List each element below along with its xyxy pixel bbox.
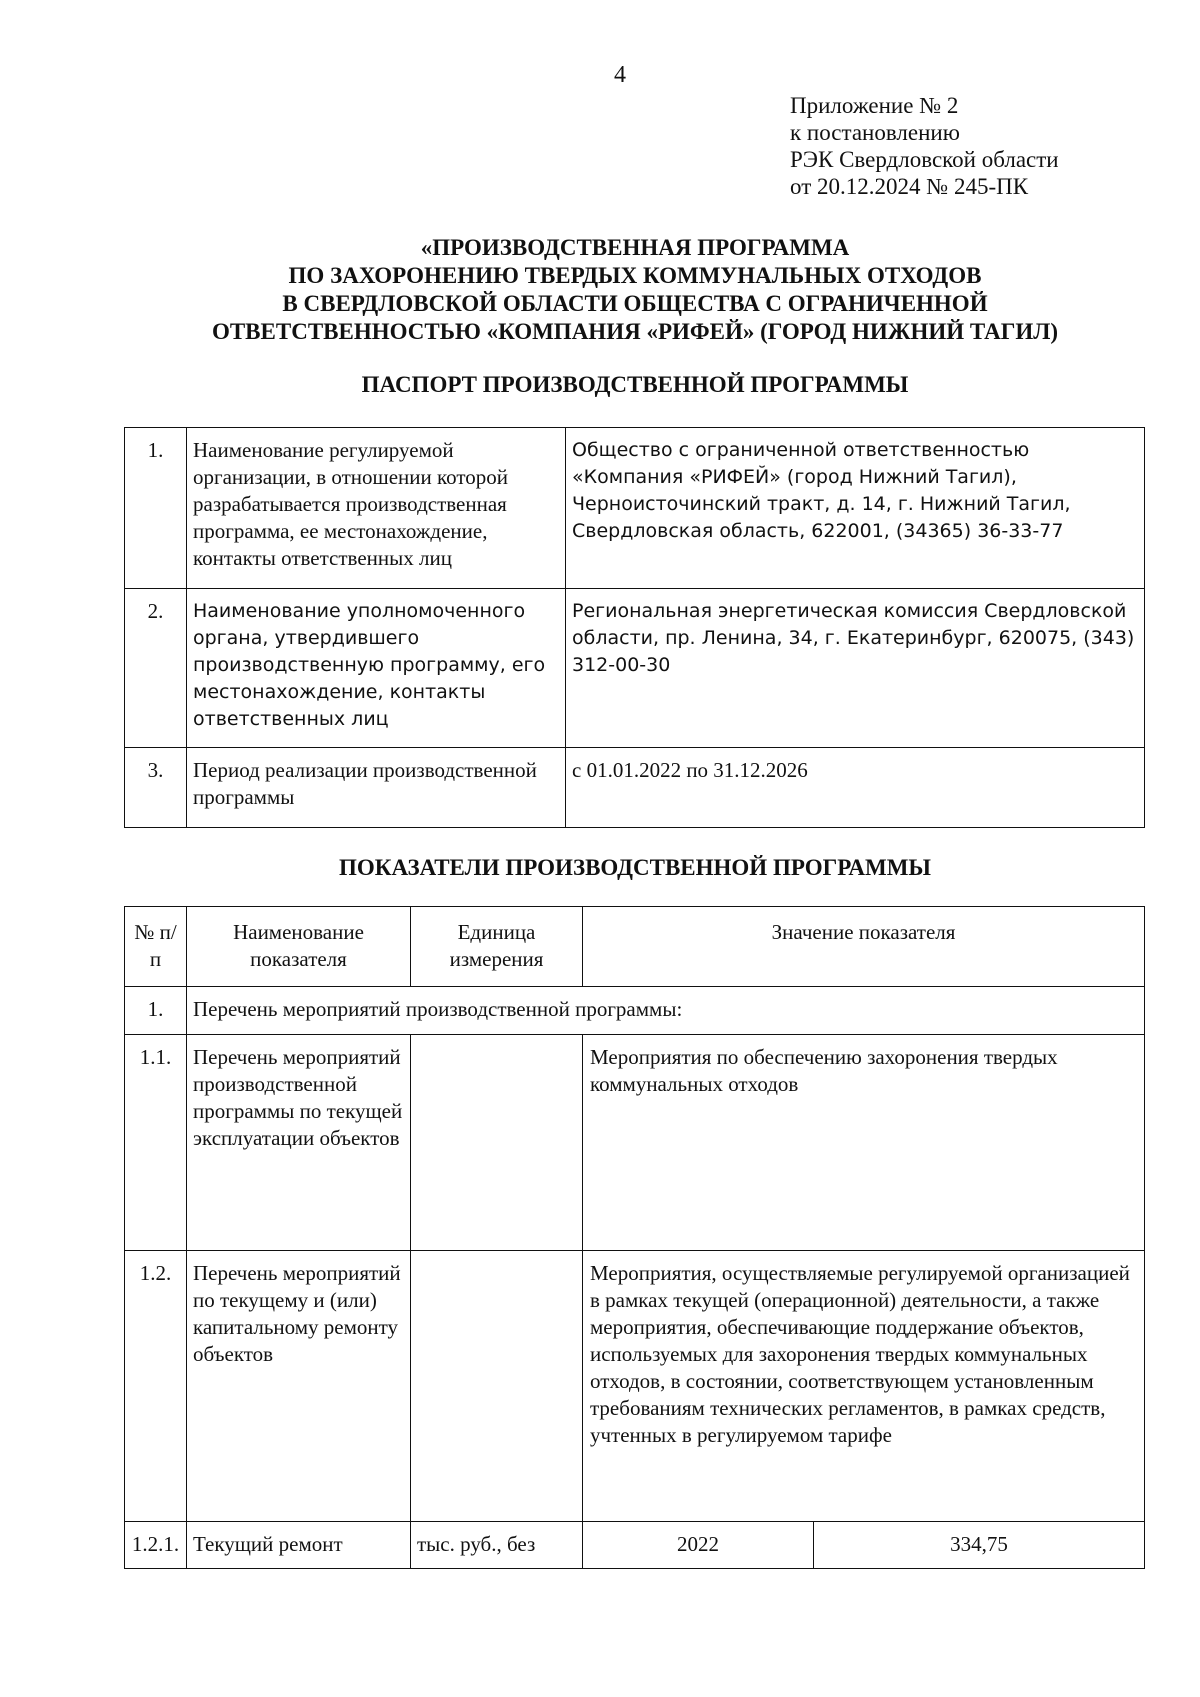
title-line: ПО ЗАХОРОНЕНИЮ ТВЕРДЫХ КОММУНАЛЬНЫХ ОТХОДОВ [288,263,982,288]
appendix-line: Приложение № 2 [790,93,959,118]
indicator-name: Перечень мероприятий производственной программы по текущей эксплуатации объектов [187,1035,411,1251]
parameter-name: Наименование регулируемой организации, в отношении которой разрабатывается производственная программа, ее местонахождение, контакты ответственных лиц [187,428,566,589]
indicator-name: Перечень мероприятий по текущему и (или) капитальному ремонту объектов [187,1251,411,1522]
section-label: Перечень мероприятий производственной программы: [187,987,1145,1035]
appendix-line: от 20.12.2024 № 245-ПК [790,174,1029,199]
row-number: 1. [125,428,187,589]
passport-heading: ПАСПОРТ ПРОИЗВОДСТВЕННОЙ ПРОГРАММЫ [361,372,909,397]
parameter-value: Региональная энергетическая комиссия Свердловской области, пр. Ленина, 34, г. Екатеринбург, 620075, (343) 312-00-30 [566,589,1145,748]
parameter-value: Общество с ограниченной ответственностью «Компания «РИФЕЙ» (город Нижний Тагил), Черноисточинский тракт, д. 14, г. Нижний Тагил, Свердловская область, 622001, (34365) 36-33-77 [566,428,1145,589]
header-number: № п/п [125,907,187,987]
table-row [125,428,1145,589]
row-number: 1.2.1. [125,1522,187,1569]
indicator-name: Текущий ремонт [187,1522,411,1569]
document-title [100,234,1170,346]
title-line: ОТВЕТСТВЕННОСТЬЮ «КОМПАНИЯ «РИФЕЙ» (ГОРОД НИЖНИЙ ТАГИЛ) [211,319,1059,344]
table-row [125,589,1145,748]
indicator-unit [411,1035,583,1251]
row-number: 2. [125,589,187,748]
header-name: Наименование показателя [187,907,411,987]
row-number: 3. [125,748,187,828]
appendix-line: к постановлению [790,120,960,145]
indicator-amount: 334,75 [814,1522,1145,1569]
table-row [125,748,1145,828]
table-row [125,1035,1145,1251]
appendix-block [790,92,1059,200]
title-line: В СВЕРДЛОВСКОЙ ОБЛАСТИ ОБЩЕСТВА С ОГРАНИЧЕННОЙ [282,291,988,316]
parameter-value: с 01.01.2022 по 31.12.2026 [566,748,1145,828]
row-number: 1. [125,987,187,1035]
appendix-line: РЭК Свердловской области [790,147,1059,172]
indicator-unit: тыс. руб., без [411,1522,583,1569]
title-line: «ПРОИЗВОДСТВЕННАЯ ПРОГРАММА [420,235,850,260]
page-number: 4 [614,62,626,88]
indicator-unit [411,1251,583,1522]
indicators-table [124,906,1145,1569]
row-number: 1.1. [125,1035,187,1251]
table-row [125,987,1145,1035]
indicators-heading: ПОКАЗАТЕЛИ ПРОИЗВОДСТВЕННОЙ ПРОГРАММЫ [338,855,931,880]
indicator-year: 2022 [583,1522,814,1569]
parameter-name: Период реализации производственной программы [187,748,566,828]
header-unit: Единица измерения [411,907,583,987]
header-value: Значение показателя [583,907,1145,987]
table-row [125,1522,1145,1569]
parameter-name: Наименование уполномоченного органа, утвердившего производственную программу, его местонахождение, контакты ответственных лиц [187,589,566,748]
row-number: 1.2. [125,1251,187,1522]
table-row [125,1251,1145,1522]
indicator-value: Мероприятия, осуществляемые регулируемой организацией в рамках текущей (операционной) деятельности, а также мероприятия, обеспечивающие поддержание объектов, используемых для захоронения твердых коммунальных отходов, в состоянии, соответствующем установленным требованиям технических регламентов, в рамках средств, учтенных в регулируемом тарифе [583,1251,1145,1522]
passport-table [124,427,1145,828]
table-header-row [125,907,1145,987]
indicator-value: Мероприятия по обеспечению захоронения твердых коммунальных отходов [583,1035,1145,1251]
